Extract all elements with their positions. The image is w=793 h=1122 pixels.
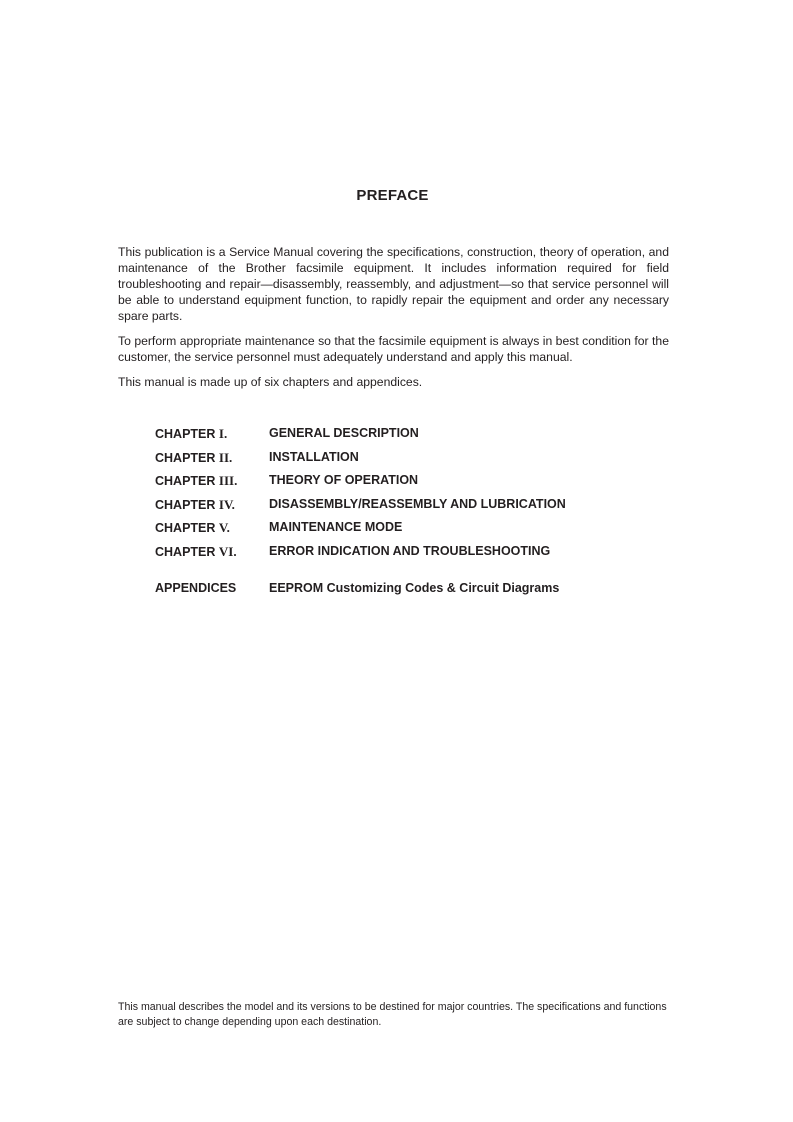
chapter-roman-numeral: III. [218,473,238,489]
chapter-list [155,425,715,597]
appendices-row [155,580,715,597]
chapter-row-1 [155,425,715,449]
chapter-row-4 [155,496,715,520]
chapter-title: MAINTENANCE MODE [269,520,403,535]
footer-note: This manual describes the model and its versions to be destined for major countries. The specifications and functions are subject to change depending upon each destination. [118,1001,667,1028]
intro-paragraph-1: This publication is a Service Manual covering the specifications, construction, theory of operation, and maintenance of the Brother facsimile equipment. It includes information required for field troubleshooting and repair—disassembly, reassembly, and adjustment—so that service personnel will be able to understand equipment function, to rapidly repair the equipment and order any necessary spare parts. [118,245,669,323]
chapter-prefix: CHAPTER [155,450,219,465]
preface-body [118,244,669,399]
chapter-roman-numeral: I. [218,426,228,441]
intro-paragraph-3: This manual is made up of six chapters and appendices. [118,375,423,389]
chapter-row-3 [155,472,715,496]
chapter-prefix: CHAPTER [155,497,219,512]
chapter-roman-numeral: VI. [218,543,237,559]
appendices-title: EEPROM Customizing Codes & Circuit Diagrams [269,581,560,596]
chapter-prefix: CHAPTER [155,474,219,489]
appendices-label: APPENDICES [155,581,237,596]
chapter-roman-numeral: II. [218,449,233,465]
chapter-number [155,519,269,543]
chapter-row-6 [155,543,715,567]
chapter-title: GENERAL DESCRIPTION [269,426,419,440]
chapter-number [155,543,269,567]
chapter-title: THEORY OF OPERATION [269,473,419,488]
chapter-roman-numeral: IV. [218,496,235,512]
chapter-number [155,425,269,449]
page-title: PREFACE [356,187,429,204]
chapter-prefix: CHAPTER [155,427,219,441]
chapter-row-5 [155,519,715,543]
chapter-prefix: CHAPTER [155,521,219,536]
chapter-row-2 [155,449,715,473]
chapter-number [155,449,269,473]
chapter-title: ERROR INDICATION AND TROUBLESHOOTING [269,543,551,558]
chapter-number [155,472,269,496]
chapter-roman-numeral: V. [218,520,230,536]
chapter-title: INSTALLATION [269,449,359,464]
chapter-title: DISASSEMBLY/REASSEMBLY AND LUBRICATION [269,496,566,511]
chapter-number [155,496,269,520]
chapter-prefix: CHAPTER [155,544,219,559]
intro-paragraph-2: To perform appropriate maintenance so that the facsimile equipment is always in best condition for the customer, the service personnel must adequately understand and apply this manual. [118,334,669,364]
